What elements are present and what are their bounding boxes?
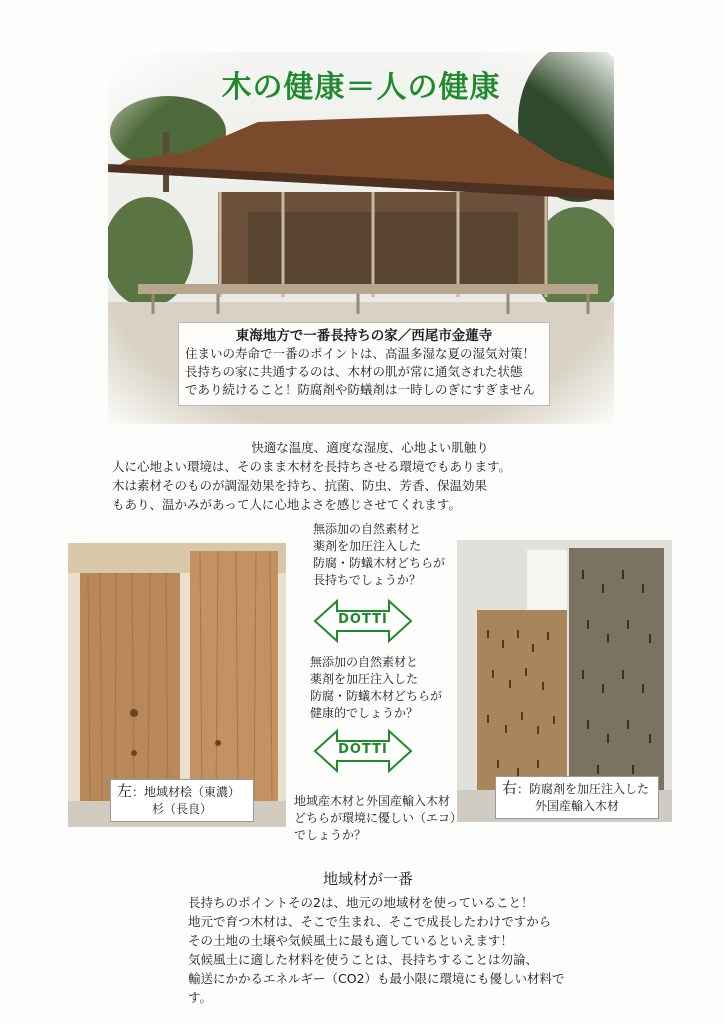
left-label-line2: 杉（長良） <box>151 802 212 816</box>
right-label <box>495 776 659 819</box>
question-durability <box>313 521 445 589</box>
question-line: どちらが環境に優しい（エコ） <box>294 811 463 825</box>
hero-section <box>108 52 614 424</box>
right-wood-photo <box>457 540 672 822</box>
question-line: 防腐・防蟻木材どちらが <box>313 556 446 570</box>
intro-text <box>112 438 590 514</box>
right-label-line2: 外国産輸入木材 <box>534 799 619 813</box>
dotti-label: DOTTI <box>338 742 388 757</box>
question-line: 防腐・防蟻木材どちらが <box>310 689 443 703</box>
caption-line: 住まいの寿命で一番のポイントは、高温多湿な夏の湿気対策！ <box>185 346 536 361</box>
dotti-arrow-1 <box>313 598 413 644</box>
section-line: 輸送にかかるエネルギー（CO2）も最小限に環境にも優しい材料です。 <box>188 971 565 1005</box>
question-health <box>310 654 442 722</box>
right-label-line1: ：防腐剤を加圧注入した <box>517 782 650 796</box>
question-line: 無添加の自然素材と <box>313 522 422 536</box>
intro-line: もあり、温かみがあって人に心地よさを感じさせてくれます。 <box>112 497 461 512</box>
section-line: 長持ちのポイントその2は、地元の地域材を使っていること！ <box>188 895 534 910</box>
intro-line: 人に心地よい環境は、そのまま木材を長持ちさせる環境でもあります。 <box>112 459 512 474</box>
caption-line: であり続けること！防腐剤や防蟻剤は一時しのぎにすぎません <box>185 382 536 397</box>
left-label-line1: ：地域材桧（東濃） <box>132 785 241 799</box>
question-line: 薬剤を加圧注入した <box>313 539 422 553</box>
question-line: 薬剤を加圧注入した <box>310 672 419 686</box>
intro-heading: 快適な温度、適度な湿度、心地よい肌触り <box>251 440 489 455</box>
section-line: 気候風土に適した材料を使うことは、長持ちすることは勿論、 <box>188 952 539 967</box>
section-title: 地域材が一番 <box>322 870 413 888</box>
section-line: その土地の土壌や気候風土に最も適しているといえます！ <box>188 933 514 948</box>
question-line: でしょうか？ <box>294 828 367 842</box>
question-line: 長持ちでしょうか？ <box>313 573 421 587</box>
question-eco <box>294 793 462 844</box>
dotti-label: DOTTI <box>338 612 388 627</box>
caption-title: 東海地方で一番長持ちの家／西尾市金蓮寺 <box>235 328 493 344</box>
right-label-marker: 右 <box>502 779 518 797</box>
left-wood-photo <box>68 543 286 827</box>
caption-line: 長持ちの家に共通するのは、木材の肌が常に通気された状態 <box>185 364 523 379</box>
caption-box <box>178 322 550 406</box>
question-line: 地域産木材と外国産輸入木材 <box>294 794 451 808</box>
question-line: 健康的でしょうか？ <box>310 706 419 720</box>
local-wood-section <box>188 870 588 1007</box>
intro-line: 木は素材そのものが調湿効果を持ち、抗菌、防虫、芳香、保温効果 <box>112 478 488 493</box>
section-line: 地元で育つ木材は、そこで生まれ、そこで成長したわけですから <box>188 914 552 929</box>
hero-title: 木の健康＝人の健康 <box>221 70 501 105</box>
left-label <box>110 779 254 822</box>
dotti-arrow-2 <box>313 728 413 774</box>
left-label-marker: 左 <box>117 782 133 800</box>
question-line: 無添加の自然素材と <box>310 655 419 669</box>
